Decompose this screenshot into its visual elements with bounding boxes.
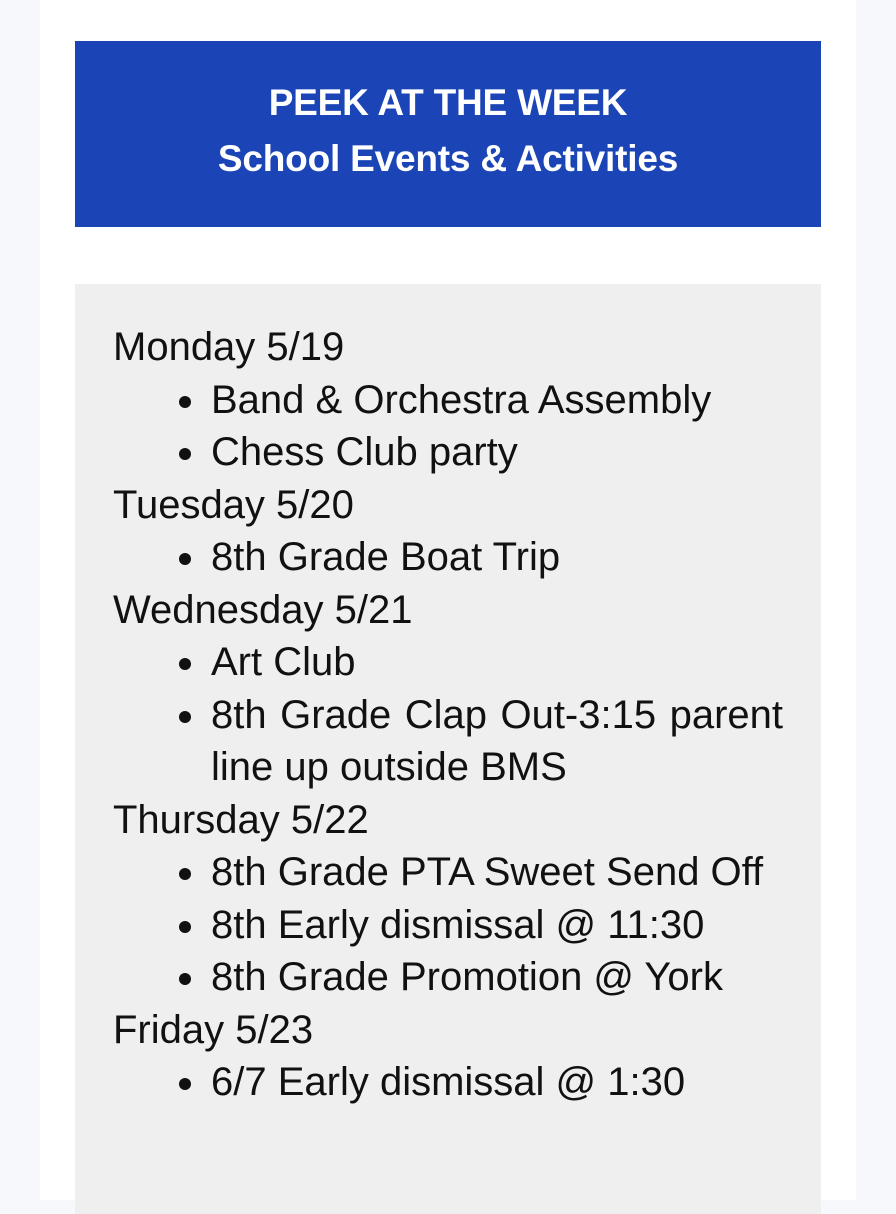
day-heading-thursday: Thursday 5/22 (113, 797, 369, 842)
bullet-icon (179, 973, 191, 985)
bullet-icon (179, 921, 191, 933)
day-heading-friday: Friday 5/23 (113, 1007, 314, 1052)
newsletter-page (40, 0, 856, 1200)
bullet-icon (179, 711, 191, 723)
schedule-panel (75, 284, 821, 1214)
event-text: 8th Grade Promotion @ York (211, 955, 723, 999)
bullet-icon (179, 448, 191, 460)
bullet-icon (179, 868, 191, 880)
event-list-wednesday (113, 636, 783, 794)
bullet-icon (179, 396, 191, 408)
list-item (211, 1056, 783, 1109)
list-item (211, 374, 783, 427)
day-heading-tuesday: Tuesday 5/20 (113, 482, 354, 527)
bullet-icon (179, 553, 191, 565)
list-item (211, 846, 783, 899)
bullet-icon (179, 658, 191, 670)
list-item (211, 689, 783, 794)
day-heading-wednesday: Wednesday 5/21 (113, 587, 413, 632)
list-item (211, 951, 783, 1004)
header-title: PEEK AT THE WEEK (268, 82, 628, 123)
event-list-thursday (113, 846, 783, 1004)
event-text: 8th Early dismissal @ 11:30 (211, 902, 705, 947)
event-list-tuesday (113, 531, 783, 584)
event-text: 8th Grade Clap Out-3:15 parent line up outside BMS (211, 692, 783, 789)
list-item (211, 899, 783, 952)
header-subtitle: School Events & Activities (217, 138, 679, 179)
day-heading-monday: Monday 5/19 (113, 325, 345, 369)
event-text: Band & Orchestra Assembly (211, 377, 712, 422)
event-text: Chess Club party (211, 430, 518, 474)
event-text: 6/7 Early dismissal @ 1:30 (211, 1060, 686, 1104)
list-item (211, 531, 783, 584)
event-list-friday (113, 1056, 783, 1109)
bullet-icon (179, 1078, 191, 1090)
event-text: Art Club (211, 640, 356, 684)
event-text: 8th Grade PTA Sweet Send Off (211, 850, 764, 894)
list-item (211, 636, 783, 689)
event-text: 8th Grade Boat Trip (211, 535, 561, 579)
header-banner (75, 41, 821, 227)
list-item (211, 426, 783, 479)
event-list-monday (113, 374, 783, 479)
